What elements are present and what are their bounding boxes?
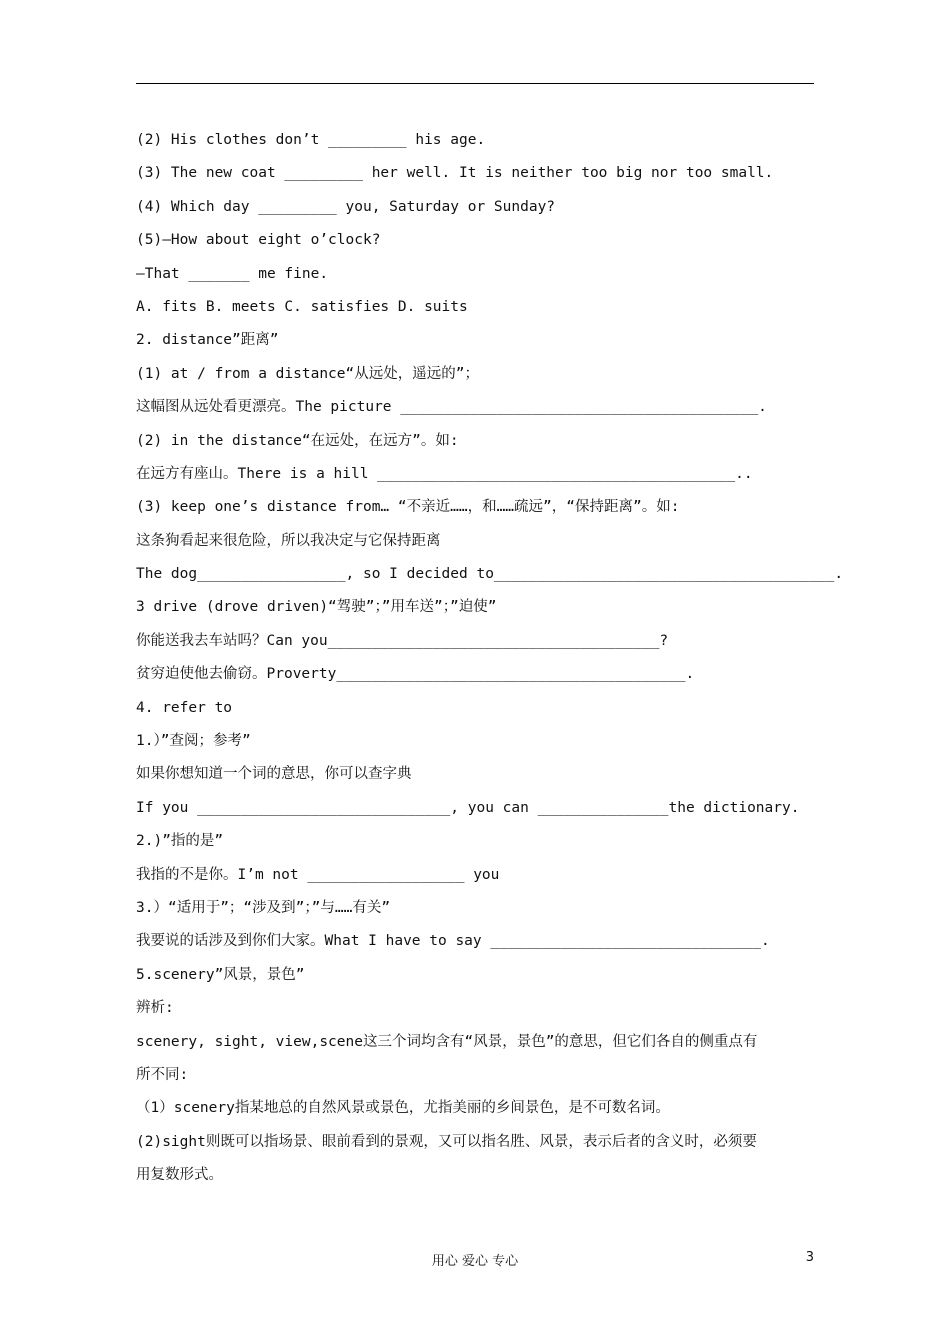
text-line-24: 3.）“适用于”；“涉及到”；”与……有关” (136, 899, 391, 916)
text-line-23: 我指的不是你。I’m not __________________ you (136, 866, 500, 883)
text-line-30: （1）scenery指某地总的自然风景或景色，尤指美丽的乡间景色，是不可数名词。 (136, 1100, 670, 1117)
text-line-20: 如果你想知道一个词的意思，你可以查字典 (136, 766, 412, 783)
text-line-10: (2) in the distance“在远处，在远方”。如: (136, 432, 459, 449)
text-line-6: A. fits B. meets C. satisfies D. suits (136, 298, 468, 315)
text-line-26: 5.scenery”风景，景色” (136, 966, 305, 983)
page-number: 3 (805, 1250, 814, 1265)
text-line-1: (2) His clothes don’t _________ his age. (136, 132, 486, 148)
text-line-22: 2.)”指的是” (136, 833, 224, 850)
text-line-28: scenery, sight, view,scene这三个词均含有“风景，景色”的意思，但它们各自的侧重点有 (136, 1033, 758, 1050)
text-line-18: 4. refer to (136, 699, 233, 716)
text-line-29: 所不同: (136, 1066, 189, 1083)
text-line-2: (3) The new coat _________ her well. It is neither too big nor too small. (136, 165, 774, 182)
text-line-15: 3 drive (drove driven)“驾驶”；”用车送”；”迫使” (136, 599, 497, 616)
text-line-25: 我要说的话涉及到你们大家。What I have to say _______________________________. (136, 933, 770, 950)
text-line-32: 用复数形式。 (136, 1167, 223, 1184)
text-line-17: 贫穷迫使他去偷窃。Proverty________________________________________. (136, 666, 695, 683)
text-line-14: The dog_________________, so I decided to_______________________________________. (136, 566, 844, 583)
footer-slogan: 用心 爱心 专心 (431, 1254, 519, 1269)
text-line-12: (3) keep one’s distance from… “不亲近……，和……疏远”，“保持距离”。如: (136, 499, 680, 516)
text-line-7: 2. distance”距离” (136, 332, 279, 349)
text-line-27: 辨析: (136, 1000, 174, 1017)
text-line-9: 这幅图从远处看更漂亮。The picture _________________________________________. (136, 399, 767, 416)
header-rule (136, 83, 814, 84)
text-line-19: 1.）”查阅；参考” (136, 733, 251, 750)
text-line-4: (5)—How about eight o’clock? (136, 232, 381, 249)
text-line-16: 你能送我去车站吗？Can you______________________________________? (136, 632, 669, 649)
text-line-21: If you _____________________________, you can _______________the dictionary. (136, 799, 800, 816)
text-line-11: 在远方有座山。There is a hill _________________________________________.. (136, 465, 753, 482)
text-line-5: —That _______ me fine. (136, 265, 329, 282)
text-line-3: (4) Which day _________ you, Saturday or Sunday? (136, 198, 556, 215)
document-body (136, 124, 844, 1193)
text-line-8: (1) at / from a distance“从远处，遥远的”； (136, 365, 479, 382)
text-line-13: 这条狗看起来很危险，所以我决定与它保持距离 (136, 532, 441, 549)
text-line-31: (2)sight则既可以指场景、眼前看到的景观，又可以指名胜、风景，表示后者的含义时，必须要 (136, 1133, 757, 1150)
